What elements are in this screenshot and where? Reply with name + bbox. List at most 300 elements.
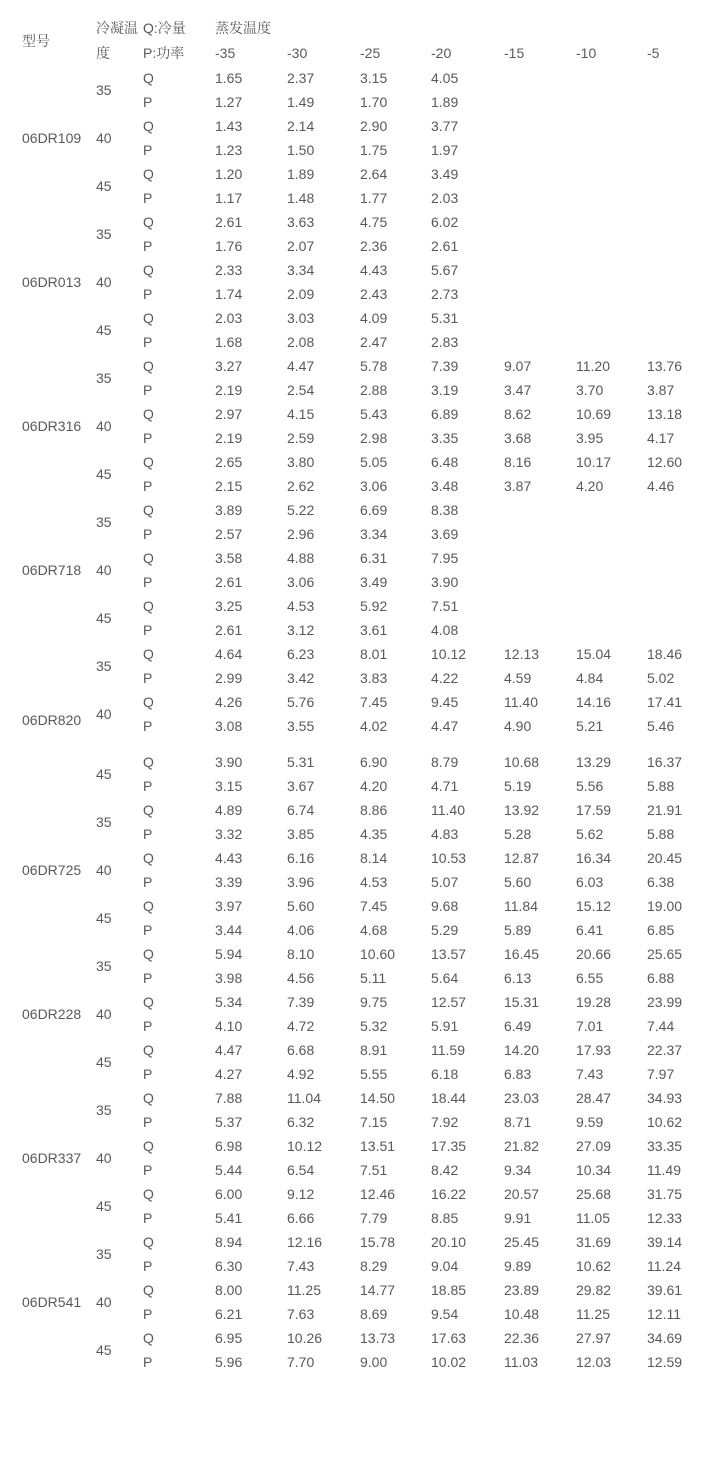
data-row [0,1086,702,1110]
value-cell: 6.90 [360,754,388,770]
value-cell: 19.28 [576,994,612,1010]
value-cell: 3.39 [215,874,243,890]
value-cell: 6.31 [360,550,388,566]
value-cell: 18.44 [431,1090,467,1106]
value-cell: 8.62 [504,406,532,422]
data-row [0,162,702,186]
empty-cell [576,90,647,114]
value-cell: 16.37 [647,754,683,770]
q-label-cell: Q [143,754,154,770]
value-cell: 29.82 [576,1282,612,1298]
value-cell: 5.91 [431,1018,459,1034]
empty-cell [504,618,576,642]
value-cell: 6.16 [287,850,315,866]
value-cell: 10.12 [431,646,467,662]
value-cell: 11.24 [647,1258,681,1274]
header-qp-labels [143,16,215,66]
data-row [0,1326,702,1350]
value-cell: 6.00 [215,1186,243,1202]
value-cell: 4.72 [287,1018,315,1034]
empty-cell [647,618,702,642]
value-cell: 3.49 [431,166,459,182]
value-cell: 21.82 [504,1138,540,1154]
value-cell: 13.57 [431,946,467,962]
value-cell: 14.50 [360,1090,396,1106]
empty-cell [647,570,702,594]
p-label-cell: P [143,1162,153,1178]
value-cell: 8.42 [431,1162,459,1178]
value-cell: 6.32 [287,1114,315,1130]
value-cell: 1.23 [215,142,243,158]
empty-cell [647,498,702,522]
value-cell: 6.69 [360,502,388,518]
value-cell: 8.79 [431,754,459,770]
value-cell: 1.17 [215,190,243,206]
empty-cell [504,306,576,330]
q-label-cell: Q [143,850,154,866]
value-cell: 7.51 [431,598,459,614]
p-label-cell: P [143,826,153,842]
value-cell: 6.02 [431,214,459,230]
value-cell: 9.89 [504,1258,532,1274]
model-name-cell: 06DR316 [22,418,82,434]
p-label-cell: P [143,922,153,938]
value-cell: 15.31 [504,994,540,1010]
value-cell: 9.91 [504,1210,532,1226]
value-cell: 5.94 [215,946,243,962]
value-cell: 8.00 [215,1282,243,1298]
value-cell: 7.97 [647,1066,675,1082]
value-cell: 4.64 [215,646,243,662]
value-cell: 4.68 [360,922,388,938]
condensing-temp-cell: 45 [96,910,112,926]
q-label-cell: Q [143,406,154,422]
value-cell: 6.13 [504,970,532,986]
value-cell: 2.64 [360,166,388,182]
value-cell: 16.22 [431,1186,467,1202]
p-label-cell: P [143,1114,153,1130]
model-name-cell: 06DR109 [22,130,82,146]
p-label-cell: P [143,1258,153,1274]
value-cell: 6.85 [647,922,675,938]
value-cell: 17.63 [431,1330,467,1346]
condensing-temp-cell: 40 [96,130,112,146]
value-cell: 5.31 [287,754,315,770]
value-cell: 4.71 [431,778,459,794]
value-cell: 1.74 [215,286,243,302]
condensing-temp-cell: 45 [96,766,112,782]
value-cell: 8.85 [431,1210,459,1226]
value-cell: 5.88 [647,778,675,794]
value-cell: 5.96 [215,1354,243,1370]
value-cell: 5.05 [360,454,388,470]
value-cell: 4.47 [431,718,459,734]
value-cell: 11.25 [287,1282,321,1298]
value-cell: 25.68 [576,1186,612,1202]
p-label-cell: P [143,970,153,986]
empty-cell [647,90,702,114]
condensing-temp-cell: 40 [96,274,112,290]
data-row [0,1134,702,1158]
value-cell: 20.45 [647,850,683,866]
value-cell: 5.21 [576,718,604,734]
model-name-cell: 06DR013 [22,274,82,290]
header-model-label: 型号 [22,32,50,49]
value-cell: 18.85 [431,1282,467,1298]
value-cell: 4.88 [287,550,315,566]
value-cell: 1.20 [215,166,243,182]
value-cell: 3.83 [360,670,388,686]
value-cell: 1.97 [431,142,459,158]
empty-cell [576,498,647,522]
value-cell: 2.61 [215,574,243,590]
value-cell: 5.92 [360,598,388,614]
value-cell: 13.29 [576,754,612,770]
value-cell: 10.48 [504,1306,540,1322]
value-cell: 9.54 [431,1306,459,1322]
header-evap-temp--10: -10 [576,45,597,61]
value-cell: 7.92 [431,1114,459,1130]
value-cell: 6.95 [215,1330,243,1346]
value-cell: 1.89 [431,94,459,110]
empty-cell [504,210,576,234]
q-label-cell: Q [143,1138,154,1154]
data-row [0,846,702,870]
value-cell: 12.03 [576,1354,612,1370]
value-cell: 9.00 [360,1354,388,1370]
value-cell: 11.25 [576,1306,610,1322]
data-row [0,942,702,966]
p-label-cell: P [143,670,153,686]
value-cell: 39.14 [647,1234,683,1250]
value-cell: 4.46 [647,478,675,494]
empty-cell [647,234,702,258]
data-row [0,1182,702,1206]
p-label-cell: P [143,430,153,446]
value-cell: 3.63 [287,214,315,230]
value-cell: 2.61 [215,622,243,638]
q-label-cell: Q [143,118,154,134]
value-cell: 17.59 [576,802,612,818]
value-cell: 2.65 [215,454,243,470]
empty-cell [504,498,576,522]
value-cell: 2.57 [215,526,243,542]
value-cell: 12.11 [647,1306,681,1322]
empty-cell [647,594,702,618]
empty-cell [504,594,576,618]
condensing-temp-cell: 45 [96,466,112,482]
value-cell: 9.59 [576,1114,604,1130]
value-cell: 8.01 [360,646,388,662]
p-label-cell: P [143,574,153,590]
empty-cell [504,330,576,354]
value-cell: 12.13 [504,646,540,662]
value-cell: 14.77 [360,1282,396,1298]
value-cell: 6.74 [287,802,315,818]
data-row [0,258,702,282]
empty-cell [576,306,647,330]
value-cell: 3.48 [431,478,459,494]
value-cell: 6.68 [287,1042,315,1058]
value-cell: 1.50 [287,142,315,158]
condensing-temp-cell: 35 [96,82,112,98]
value-cell: 3.68 [504,430,532,446]
table-body [0,66,702,1374]
value-cell: 12.87 [504,850,540,866]
value-cell: 8.94 [215,1234,243,1250]
value-cell: 3.95 [576,430,604,446]
value-cell: 1.77 [360,190,388,206]
value-cell: 8.10 [287,946,315,962]
value-cell: 7.39 [431,358,459,374]
value-cell: 10.69 [576,406,612,422]
value-cell: 2.37 [287,70,315,86]
value-cell: 11.40 [431,802,465,818]
value-cell: 5.34 [215,994,243,1010]
empty-cell [647,522,702,546]
value-cell: 6.41 [576,922,604,938]
value-cell: 5.19 [504,778,532,794]
value-cell: 3.32 [215,826,243,842]
value-cell: 6.66 [287,1210,315,1226]
value-cell: 3.35 [431,430,459,446]
value-cell: 6.23 [287,646,315,662]
value-cell: 1.43 [215,118,243,134]
value-cell: 7.95 [431,550,459,566]
condensing-temp-cell: 45 [96,1342,112,1358]
value-cell: 12.16 [287,1234,323,1250]
value-cell: 3.34 [360,526,388,542]
p-label-cell: P [143,1066,153,1082]
value-cell: 2.47 [360,334,388,350]
value-cell: 13.92 [504,802,540,818]
p-label-cell: P [143,190,153,206]
value-cell: 15.78 [360,1234,396,1250]
data-row [0,690,702,714]
q-label-cell: Q [143,358,154,374]
data-row [0,990,702,1014]
empty-cell [647,186,702,210]
value-cell: 5.56 [576,778,604,794]
p-label-cell: P [143,238,153,254]
p-label-cell: P [143,142,153,158]
value-cell: 8.86 [360,802,388,818]
value-cell: 4.17 [647,430,675,446]
value-cell: 14.16 [576,694,612,710]
value-cell: 4.83 [431,826,459,842]
value-cell: 2.98 [360,430,388,446]
value-cell: 18.46 [647,646,683,662]
value-cell: 1.48 [287,190,315,206]
p-label-cell: P [143,1354,153,1370]
q-label-cell: Q [143,898,154,914]
empty-cell [576,66,647,90]
data-row [0,306,702,330]
value-cell: 3.98 [215,970,243,986]
value-cell: 2.54 [287,382,315,398]
empty-cell [576,162,647,186]
value-cell: 4.59 [504,670,532,686]
p-label-cell: P [143,1210,153,1226]
value-cell: 10.62 [647,1114,683,1130]
value-cell: 2.62 [287,478,315,494]
value-cell: 2.97 [215,406,243,422]
value-cell: 5.76 [287,694,315,710]
p-label-cell: P [143,1018,153,1034]
empty-cell [576,234,647,258]
value-cell: 16.45 [504,946,540,962]
value-cell: 5.43 [360,406,388,422]
value-cell: 10.60 [360,946,396,962]
value-cell: 5.88 [647,826,675,842]
value-cell: 3.61 [360,622,388,638]
data-row [0,738,702,774]
value-cell: 7.51 [360,1162,388,1178]
value-cell: 7.88 [215,1090,243,1106]
empty-cell [576,258,647,282]
value-cell: 2.61 [215,214,243,230]
header-evap-temp--35: -35 [215,45,236,61]
q-label-cell: Q [143,1042,154,1058]
value-cell: 6.48 [431,454,459,470]
value-cell: 34.69 [647,1330,683,1346]
value-cell: 3.08 [215,718,243,734]
empty-cell [647,162,702,186]
value-cell: 2.43 [360,286,388,302]
value-cell: 27.09 [576,1138,612,1154]
value-cell: 11.05 [576,1210,610,1226]
value-cell: 5.29 [431,922,459,938]
value-cell: 3.55 [287,718,315,734]
value-cell: 3.69 [431,526,459,542]
q-label-cell: Q [143,70,154,86]
empty-cell [504,114,576,138]
value-cell: 4.92 [287,1066,315,1082]
value-cell: 2.33 [215,262,243,278]
value-cell: 3.87 [504,478,532,494]
value-cell: 9.75 [360,994,388,1010]
value-cell: 2.14 [287,118,315,134]
value-cell: 5.28 [504,826,532,842]
q-label-cell: Q [143,646,154,662]
q-label-cell: Q [143,1234,154,1250]
value-cell: 5.32 [360,1018,388,1034]
value-cell: 4.43 [215,850,243,866]
value-cell: 4.05 [431,70,459,86]
value-cell: 15.04 [576,646,612,662]
condensing-temp-cell: 35 [96,226,112,242]
q-label-cell: Q [143,994,154,1010]
value-cell: 9.68 [431,898,459,914]
empty-cell [576,186,647,210]
q-label-cell: Q [143,454,154,470]
q-label-cell: Q [143,310,154,326]
value-cell: 2.36 [360,238,388,254]
value-cell: 7.44 [647,1018,675,1034]
value-cell: 4.08 [431,622,459,638]
empty-cell [647,114,702,138]
table-header [0,16,702,66]
condensing-temp-cell: 35 [96,1102,112,1118]
p-label-cell: P [143,478,153,494]
value-cell: 4.53 [360,874,388,890]
data-row [0,546,702,570]
value-cell: 9.34 [504,1162,532,1178]
value-cell: 7.43 [287,1258,315,1274]
value-cell: 3.77 [431,118,459,134]
condensing-temp-cell: 40 [96,418,112,434]
q-label-cell: Q [143,214,154,230]
value-cell: 2.88 [360,382,388,398]
value-cell: 2.03 [431,190,459,206]
p-label-cell: P [143,94,153,110]
value-cell: 3.03 [287,310,315,326]
value-cell: 8.91 [360,1042,388,1058]
value-cell: 3.12 [287,622,315,638]
condensing-temp-cell: 40 [96,1006,112,1022]
value-cell: 11.03 [504,1354,538,1370]
value-cell: 7.45 [360,694,388,710]
value-cell: 11.49 [647,1162,681,1178]
value-cell: 9.45 [431,694,459,710]
value-cell: 22.36 [504,1330,540,1346]
value-cell: 20.66 [576,946,612,962]
empty-cell [504,546,576,570]
empty-cell [576,546,647,570]
value-cell: 2.59 [287,430,315,446]
value-cell: 5.37 [215,1114,243,1130]
value-cell: 5.55 [360,1066,388,1082]
value-cell: 10.53 [431,850,467,866]
value-cell: 20.10 [431,1234,467,1250]
value-cell: 4.22 [431,670,459,686]
value-cell: 10.26 [287,1330,323,1346]
value-cell: 5.46 [647,718,675,734]
value-cell: 8.14 [360,850,388,866]
condensing-temp-cell: 45 [96,1198,112,1214]
value-cell: 3.87 [647,382,675,398]
q-label-cell: Q [143,1186,154,1202]
header-evaporating-temp-label: 蒸发温度 [215,20,271,36]
value-cell: 39.61 [647,1282,683,1298]
value-cell: 2.83 [431,334,459,350]
value-cell: 5.64 [431,970,459,986]
value-cell: 3.85 [287,826,315,842]
value-cell: 5.60 [504,874,532,890]
empty-cell [504,570,576,594]
value-cell: 4.53 [287,598,315,614]
value-cell: 13.18 [647,406,683,422]
value-cell: 6.49 [504,1018,532,1034]
value-cell: 3.06 [287,574,315,590]
value-cell: 8.69 [360,1306,388,1322]
empty-cell [576,138,647,162]
value-cell: 3.47 [504,382,532,398]
value-cell: 4.10 [215,1018,243,1034]
value-cell: 4.56 [287,970,315,986]
value-cell: 3.34 [287,262,315,278]
condensing-temp-cell: 40 [96,1294,112,1310]
empty-cell [576,522,647,546]
condensing-temp-cell: 45 [96,322,112,338]
value-cell: 4.47 [215,1042,243,1058]
value-cell: 4.26 [215,694,243,710]
value-cell: 1.70 [360,94,388,110]
value-cell: 4.89 [215,802,243,818]
value-cell: 6.03 [576,874,604,890]
condensing-temp-cell: 35 [96,658,112,674]
value-cell: 5.22 [287,502,315,518]
